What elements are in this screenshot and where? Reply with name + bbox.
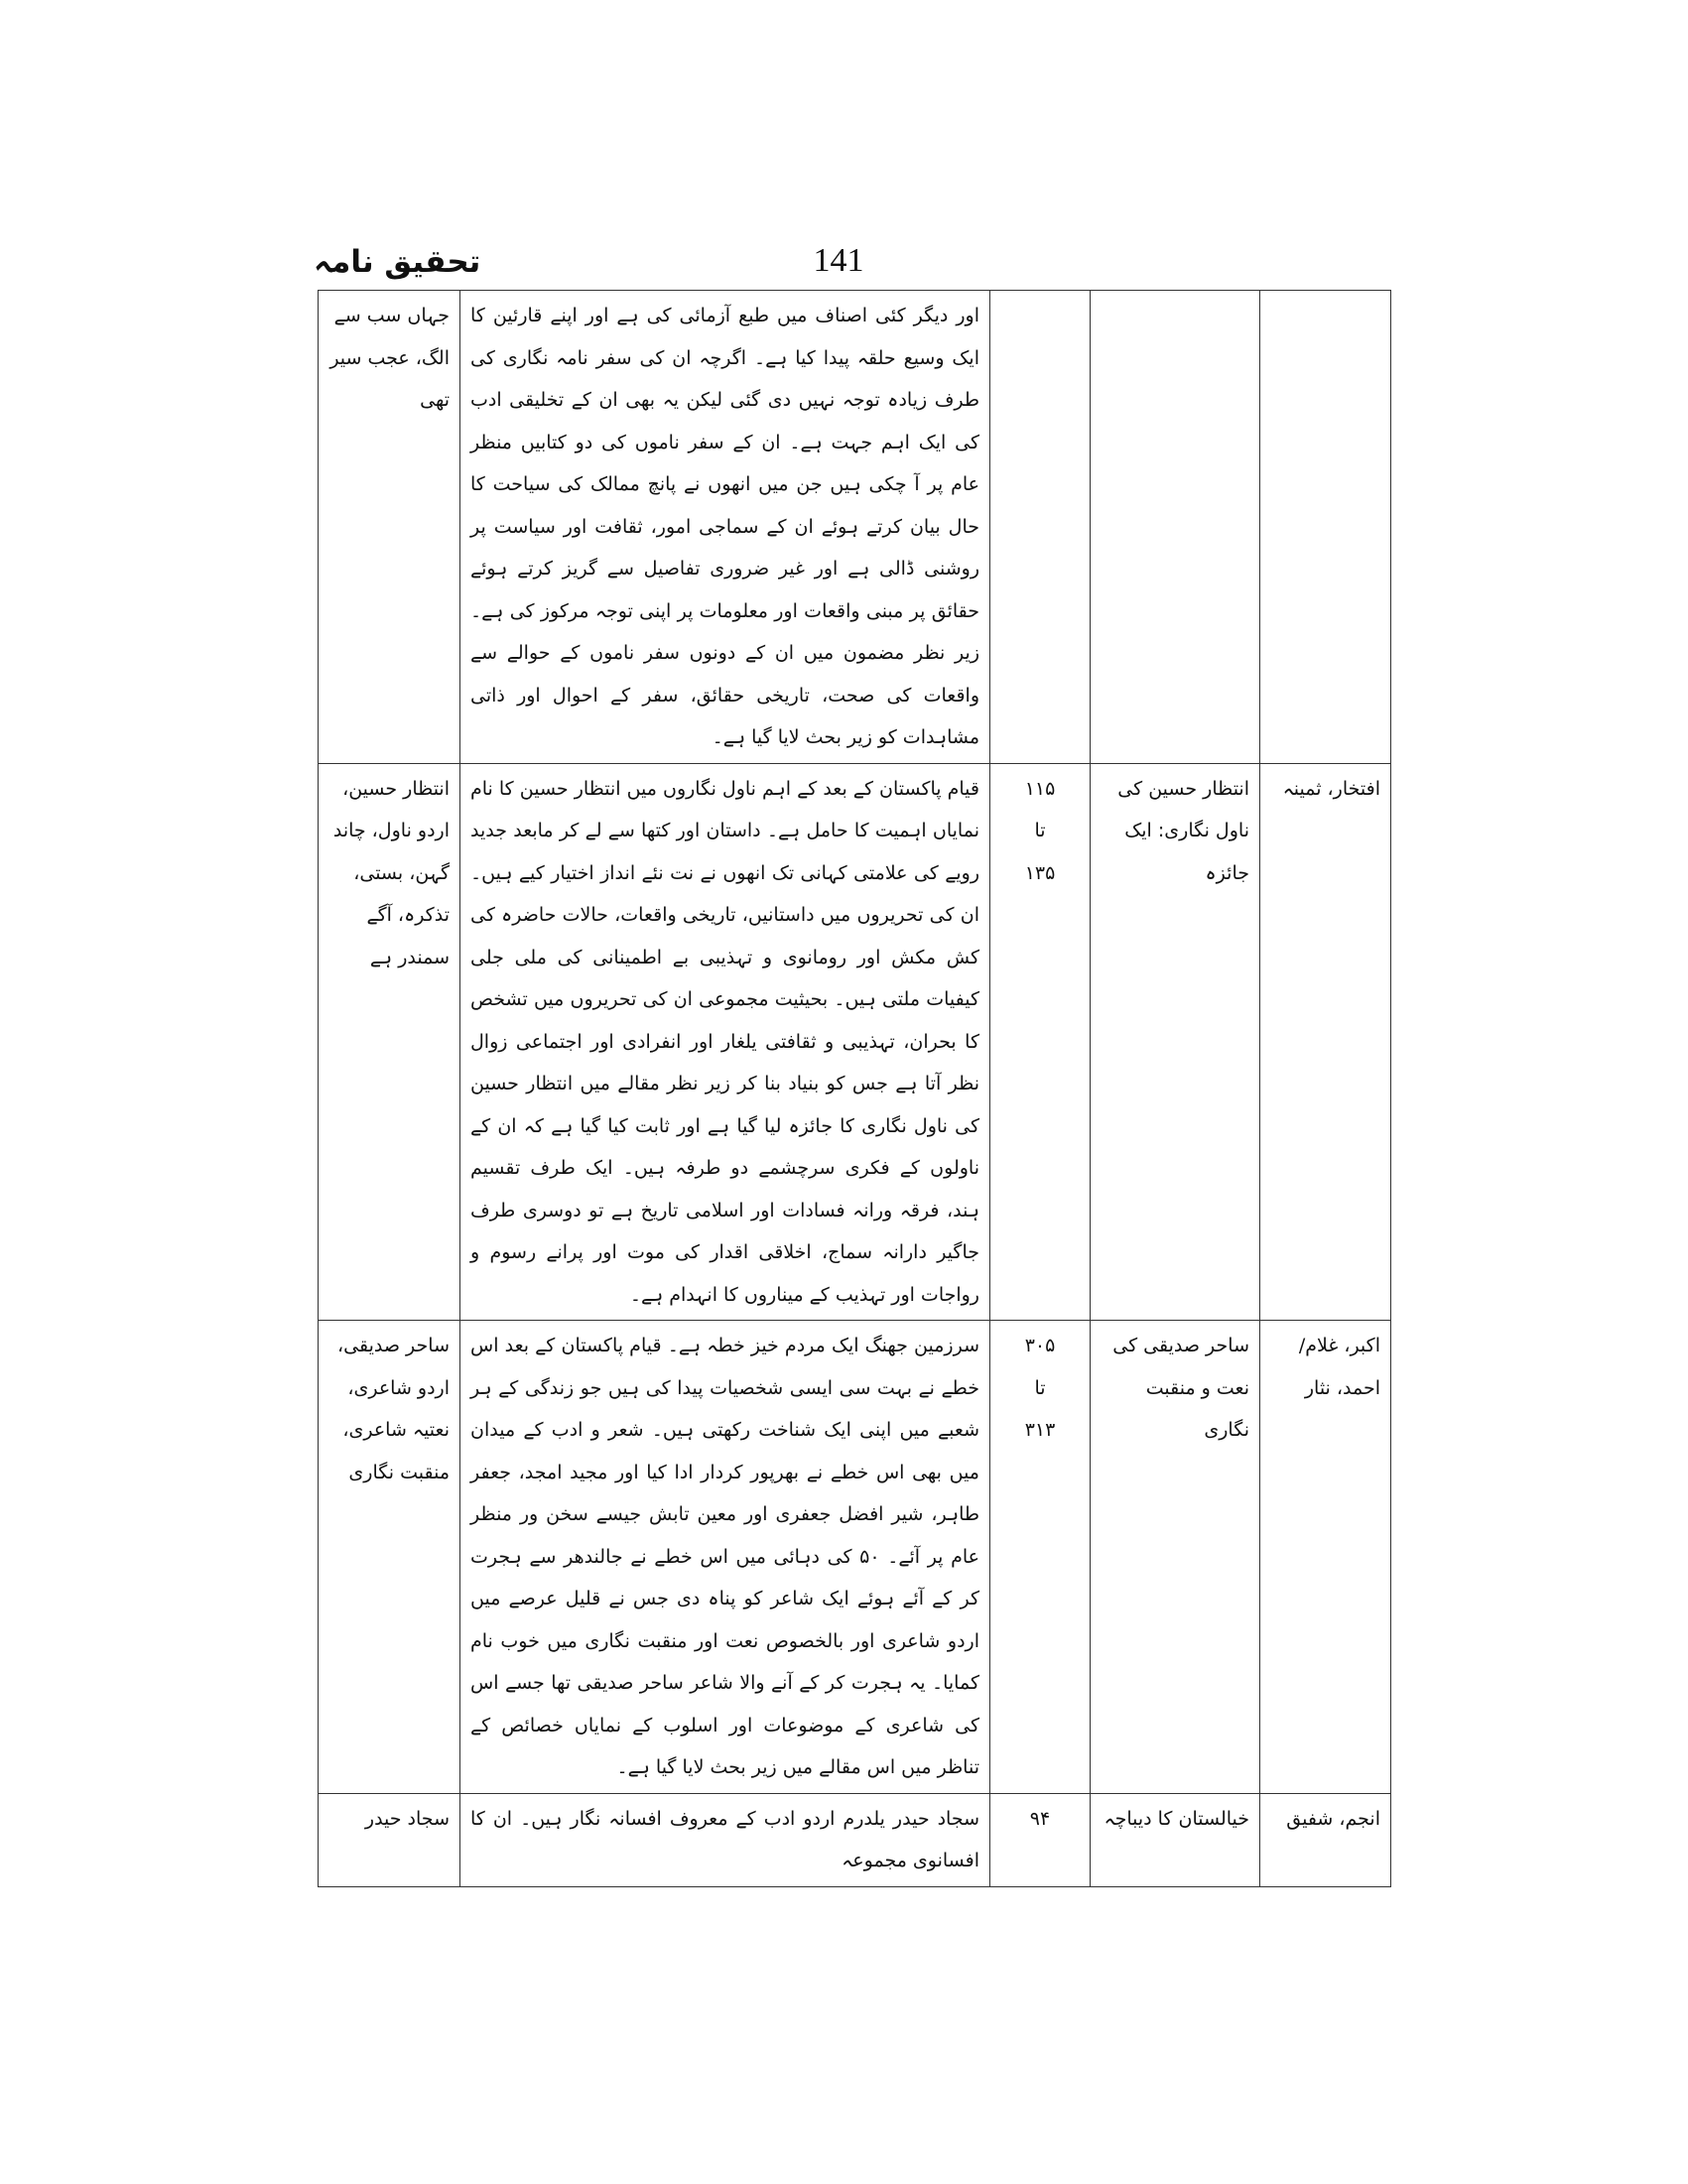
pages-cell: [990, 763, 1091, 1321]
abstract-cell: اور دیگر کئی اصناف میں طبع آزمائی کی ہے اور اپنے قارئین کا ایک وسیع حلقہ پیدا کیا ہے۔ اگرچہ ان کی سفر نامہ نگاری کی طرف زیادہ توجہ نہیں دی گئی لیکن یہ بھی ان کے تخلیقی ادب کی ایک اہم جہت ہے۔ ان کے سفر ناموں کی دو کتابیں منظر عام پر آ چکی ہیں جن میں انھوں نے پانچ ممالک کی سیاحت کا حال بیان کرتے ہوئے ان کے سماجی امور، ثقافت اور سیاست پر روشنی ڈالی ہے اور غیر ضروری تفاصیل سے گریز کرتے ہوئے حقائق پر مبنی واقعات اور معلومات پر اپنی توجہ مرکوز کی ہے۔ زیر نظر مضمون میں ان کے دونوں سفر ناموں کے حوالے سے واقعات کی صحت، تاریخی حقائق، سفر کے احوال اور ذاتی مشاہدات کو زیر بحث لایا گیا ہے۔: [460, 291, 990, 764]
title-cell: [1091, 291, 1260, 764]
page-end: ۳۱۳: [1024, 1419, 1056, 1441]
page-range-separator: تا: [1034, 820, 1046, 841]
title-cell: ساحر صدیقی کی نعت و منقبت نگاری: [1091, 1321, 1260, 1794]
page-number: 141: [813, 242, 864, 279]
table-row: [319, 763, 1391, 1321]
author-cell: اکبر، غلام/احمد، نثار: [1260, 1321, 1391, 1794]
journal-name: تحقیق نامہ: [314, 244, 481, 280]
title-cell: خیالستان کا دیباچہ: [1091, 1793, 1260, 1886]
abstract-cell: سرزمین جھنگ ایک مردم خیز خطہ ہے۔ قیام پاکستان کے بعد اس خطے نے بہت سی ایسی شخصیات پیدا کی ہیں جو زندگی کے ہر شعبے میں اپنی ایک شناخت رکھتی ہیں۔ شعر و ادب کے میدان میں بھی اس خطے نے بھرپور کردار ادا کیا اور مجید امجد، جعفر طاہر، شیر افضل جعفری اور معین تابش جیسے سخن ور منظر عام پر آئے۔ ۵۰ کی دہائی میں اس خطے نے جالندھر سے ہجرت کر کے آئے ہوئے ایک شاعر کو پناہ دی جس نے قلیل عرصے میں اردو شاعری اور بالخصوص نعت اور منقبت نگاری میں خوب نام کمایا۔ یہ ہجرت کر کے آنے والا شاعر ساحر صدیقی تھا جسے اس کی شاعری کے موضوعات اور اسلوب کے نمایاں خصائص کے تناظر میں اس مقالے میں زیر بحث لایا گیا ہے۔: [460, 1321, 990, 1794]
author-cell: انجم، شفیق: [1260, 1793, 1391, 1886]
keywords-cell: جہاں سب سے الگ، عجب سیر تھی: [319, 291, 460, 764]
table-row: [319, 1321, 1391, 1794]
page-start: ۱۱۵: [1024, 777, 1056, 800]
author-cell: افتخار، ثمینہ: [1260, 763, 1391, 1321]
keywords-cell: ساحر صدیقی، اردو شاعری، نعتیہ شاعری، منقبت نگاری: [319, 1321, 460, 1794]
page-start: ۳۰۵: [1024, 1335, 1056, 1356]
keywords-cell: انتظار حسین، اردو ناول، چاند گہن، بستی، تذکرہ، آگے سمندر ہے: [319, 763, 460, 1321]
abstract-cell: قیام پاکستان کے بعد کے اہم ناول نگاروں میں انتظار حسین کا نام نمایاں اہمیت کا حامل ہے۔ داستان اور کتھا سے لے کر مابعد جدید رویے کی علامتی کہانی تک انھوں نے نت نئے انداز اختیار کیے ہیں۔ ان کی تحریروں میں داستانیں، تاریخی واقعات، حالات حاضرہ کی کش مکش اور رومانوی و تہذیبی بے اطمینانی کی ملی جلی کیفیات ملتی ہیں۔ بحیثیت مجموعی ان کی تحریروں میں تشخص کا بحران، تہذیبی و ثقافتی یلغار اور انفرادی اور اجتماعی زوال نظر آتا ہے جس کو بنیاد بنا کر زیر نظر مقالے میں انتظار حسین کی ناول نگاری کا جائزہ لیا گیا ہے اور ثابت کیا گیا ہے کہ ان کے ناولوں کے فکری سرچشمے دو طرفہ ہیں۔ ایک طرف تقسیم ہند، فرقہ ورانہ فسادات اور اسلامی تاریخ ہے تو دوسری طرف جاگیر دارانہ سماج، اخلاقی اقدار کی موت اور پرانے رسوم و رواجات اور تہذیب کے میناروں کا انہدام ہے۔: [460, 763, 990, 1321]
title-cell: انتظار حسین کی ناول نگاری: ایک جائزہ: [1091, 763, 1260, 1321]
table-row: [319, 1793, 1391, 1886]
pages-cell: [990, 291, 1091, 764]
page-start: ۹۴: [1029, 1807, 1051, 1830]
page-end: ۱۳۵: [1024, 861, 1056, 884]
page-range-separator: تا: [1034, 1376, 1046, 1399]
keywords-cell: سجاد حیدر: [319, 1793, 460, 1886]
pages-cell: [990, 1321, 1091, 1794]
pages-cell: [990, 1793, 1091, 1886]
abstract-cell: سجاد حیدر یلدرم اردو ادب کے معروف افسانہ نگار ہیں۔ ان کا افسانوی مجموعہ: [460, 1793, 990, 1886]
index-table: [318, 290, 1391, 1887]
table-row: [319, 291, 1391, 764]
author-cell: [1260, 291, 1391, 764]
